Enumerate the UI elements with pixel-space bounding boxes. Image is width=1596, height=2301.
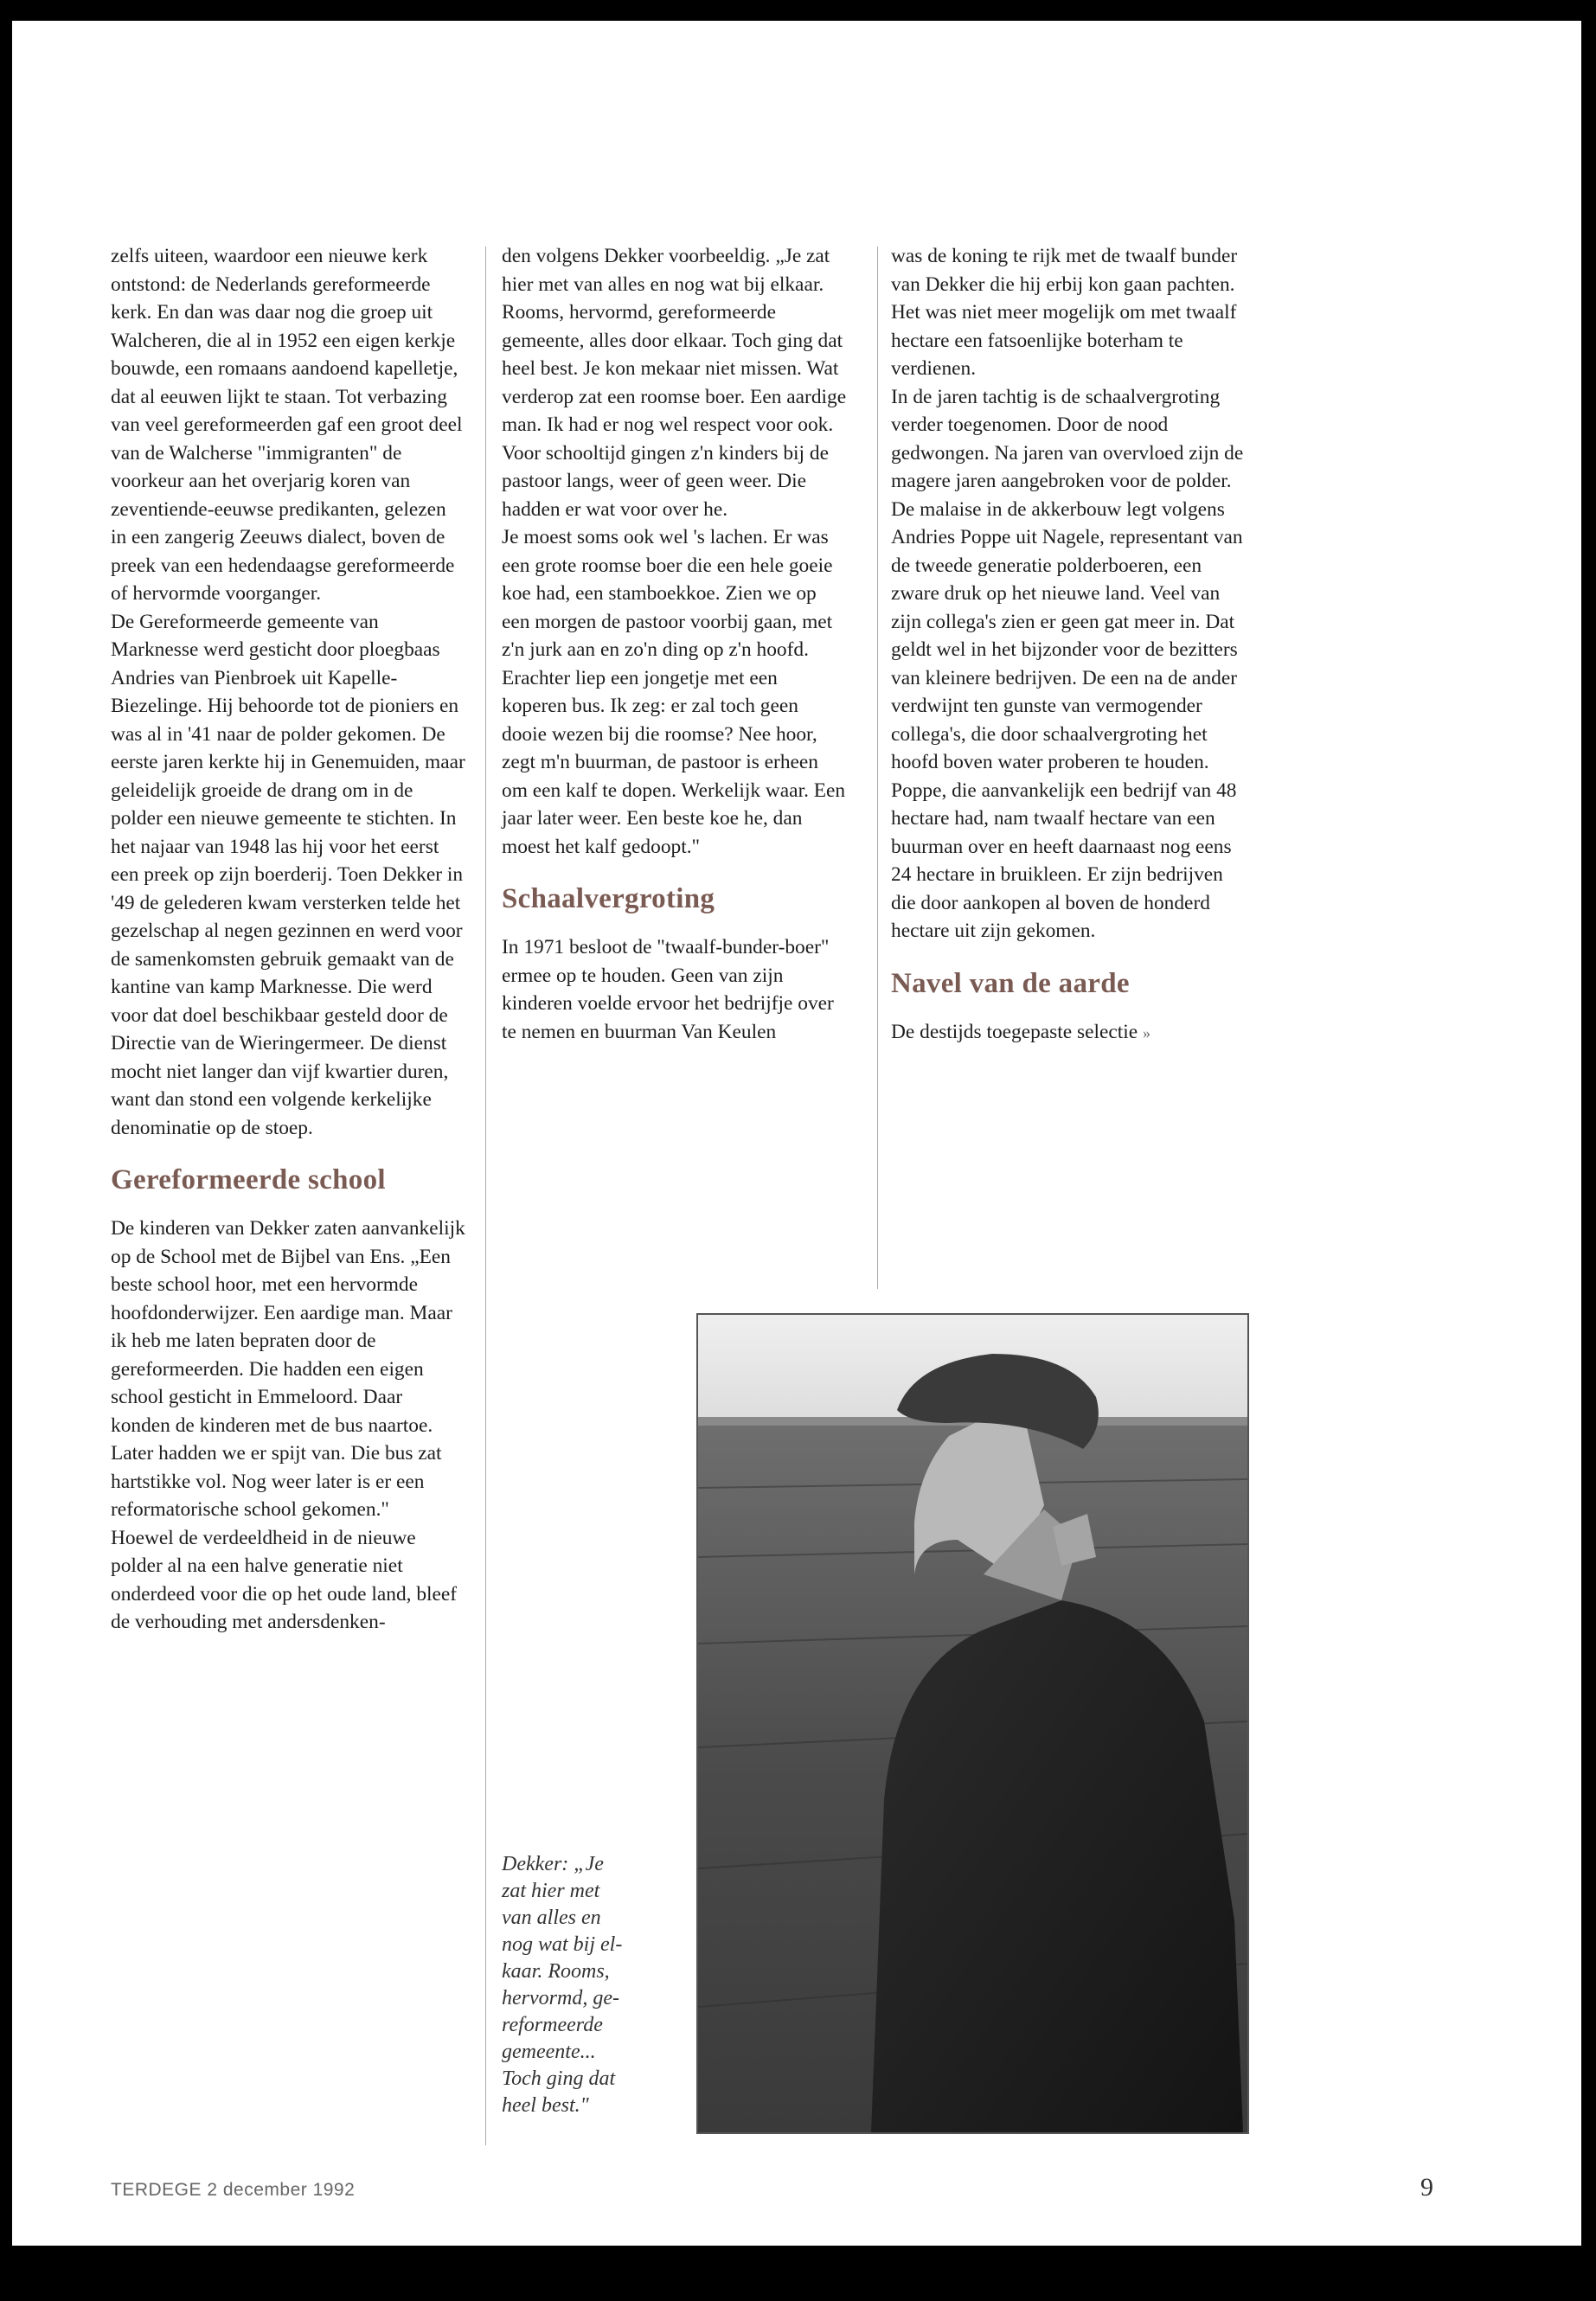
paragraph: In de jaren tachtig is de schaalvergroting verder toegenomen. Door de nood gedwongen. Na jaren van overvloed zijn de magere jaren aangebroken voor de polder. De malaise in de akkerbouw legt volgens Andries Poppe uit Nagele, representant van de tweede generatie polderboeren, een zware druk op het nieuwe land. Veel van zijn collega's zien er geen gat meer in. Dat geldt wel in het bijzonder voor de bezitters van kleinere bedrijven. De een na de ander verdwijnt ten gunste van vermogender collega's, die door schaalvergroting het hoofd boven water proberen te houden. Poppe, die aanvankelijk een bedrijf van 48 hectare had, nam twaalf hectare van een buurman over en heeft daarnaast nog eens 24 hectare in bruikleen. Er zijn bedrijven die door aankopen al boven de honderd hectare uit zijn gekomen. [891, 385, 1244, 942]
photo-caption [502, 1851, 675, 2119]
paragraph: was de koning te rijk met de twaalf bunder van Dekker die hij erbij kon gaan pachten. Het was niet meer mogelijk om met twaalf hectare een fatsoenlijke boterham te verdienen. [891, 245, 1238, 380]
caption-line: Toch ging dat [502, 2067, 616, 2090]
caption-line: kaar. Rooms, [502, 1960, 610, 1983]
subheading: Navel van de aarde [891, 967, 1130, 999]
paragraph: Hoewel de verdeeldheid in de nieuwe polder al na een halve generatie niet onderdeed voor die op het oude land, bleef de verhouding met andersdenken- [111, 1526, 458, 1633]
paragraph: zelfs uiteen, waardoor een nieuwe kerk ontstond: de Nederlands gereformeerde kerk. En dan was daar nog die groep uit Walcheren, die al in 1952 een eigen kerkje bouwde, een romaans aandoend kapelletje, dat al eeuwen lijkt te staan. Tot verbazing van veel gereformeerden gaf een groot deel van de Walcherse "immigranten" de voorkeur aan het overjarig koren van zeventiende-eeuwse predikanten, gelezen in een zangerig Zeeuws dialect, boven de preek van een hedendaagse gereformeerde of hervormde voorganger. [111, 245, 463, 605]
caption-line: van alles en [502, 1907, 601, 1929]
scan-border-left [0, 0, 12, 2301]
caption-line: nog wat bij el- [502, 1933, 623, 1956]
paragraph: De Gereformeerde gemeente van Marknesse werd gesticht door ploegbaas Andries van Pienbroek uit Kapelle-Biezelinge. Hij behoorde tot de pioniers en was al in '41 naar de polder gekomen. De eerste jaren kerkte hij in Genemuiden, maar geleidelijk groeide de drang om in de polder een nieuwe gemeente te stichten. In het najaar van 1948 las hij voor het eerst een preek op zijn boerderij. Toen Dekker in '49 de gelederen kwam versterken telde het gezelschap al negen gezinnen en werd voor de samenkomsten gebruik gemaakt van de kantine van kamp Marknesse. Die werd voor dat doel beschikbaar gesteld door de Directie van de Wieringermeer. De dienst mocht niet langer dan vijf kwartier duren, want dan stond een volgende kerkelijke denominatie op de stoep. [111, 610, 465, 1139]
caption-line: heel best." [502, 2094, 589, 2117]
article-column-3 [891, 242, 1246, 1047]
caption-line: reformeerde [502, 2014, 603, 2036]
column-rule [877, 247, 878, 1289]
caption-line: gemeente... [502, 2041, 596, 2063]
publication-footer: TERDEGE 2 december 1992 [111, 2180, 356, 2200]
column-rule [485, 247, 486, 2145]
paragraph: De kinderen van Dekker zaten aanvankelijk op de School met de Bijbel van Ens. „Een beste school hoor, met een hervormde hoofdonderwijzer. Een aardige man. Maar ik heb me laten bepraten door de gereformeerden. Die hadden een eigen school gesticht in Emmeloord. Daar konden de kinderen met de bus naartoe. Later hadden we er spijt van. Die bus zat hartstikke vol. Nog weer later is er een reformatorische school gekomen." [111, 1217, 465, 1521]
paragraph-text: De destijds toegepaste selectie [891, 1020, 1138, 1043]
subheading: Schaalvergroting [502, 883, 715, 914]
paragraph: In 1971 besloot de "twaalf-bunder-boer" ermee op te houden. Geen van zijn kinderen voelde ervoor het bedrijfje over te nemen en buurman Van Keulen [502, 936, 834, 1043]
article-column-2 [502, 242, 848, 1046]
scan-border-right [1581, 0, 1596, 2301]
continued-marker: » [1143, 1023, 1151, 1042]
caption-line: zat hier met [502, 1880, 600, 1902]
caption-line: Dekker: „Je [502, 1853, 604, 1875]
paragraph: Je moest soms ook wel 's lachen. Er was een grote roomse boer die een hele goeie koe had, een stamboekkoe. Zien we op een morgen de pastoor voorbij gaan, met z'n jurk aan en zo'n ding op z'n hoofd. Erachter liep een jongetje met een koperen bus. Ik zeg: er zal toch geen dooie wezen bij die roomse? Nee hoor, zegt m'n buurman, de pastoor is erheen om een kalf te dopen. Werkelijk waar. Een jaar later weer. Een beste koe he, dan moest het kalf gedoopt." [502, 526, 846, 858]
article-column-1 [111, 242, 465, 1637]
paragraph [891, 1018, 1246, 1048]
caption-line: hervormd, ge- [502, 1987, 619, 2009]
portrait-photo [696, 1313, 1249, 2134]
photo-illustration [698, 1315, 1247, 2132]
scan-border-top [0, 0, 1596, 21]
subheading: Gereformeerde school [111, 1164, 386, 1195]
scan-border-bottom [0, 2246, 1596, 2301]
page-number: 9 [1420, 2173, 1433, 2202]
paragraph: den volgens Dekker voorbeeldig. „Je zat hier met van alles en nog wat bij elkaar. Rooms, hervormd, gereformeerde gemeente, alles door elkaar. Toch ging dat heel best. Je kon mekaar niet missen. Wat verderop zat een roomse boer. Een aardige man. Ik had er nog wel respect voor ook. Voor schooltijd gingen z'n kinders bij de pastoor langs, weer of geen weer. Die hadden er wat voor over he. [502, 245, 847, 521]
